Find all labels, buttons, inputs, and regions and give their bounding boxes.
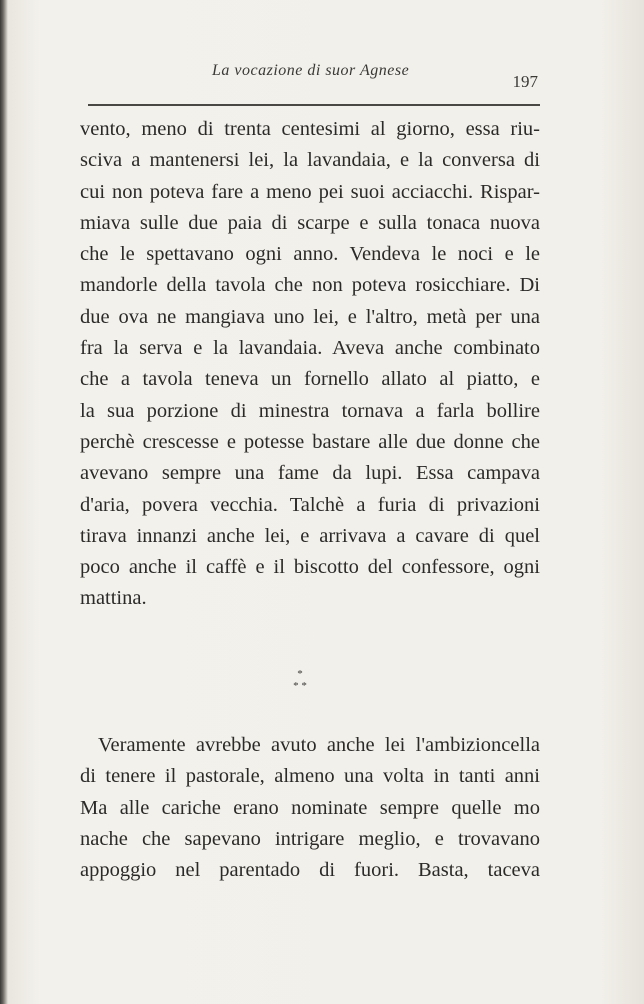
text-line: mattina.	[80, 587, 147, 610]
running-title: La vocazione di suor Agnese	[212, 62, 410, 79]
asterism-top: *	[297, 668, 303, 680]
text-line: miava sulle due paia di scarpe e sulla tonaca nuova	[80, 211, 540, 234]
page-header	[80, 60, 550, 94]
text-line: cui non poteva fare a meno pei suoi acciacchi. Rispar-	[80, 180, 540, 203]
paragraph-1	[80, 114, 540, 615]
text-line: fra la serva e la lavandaia. Aveva anche combinato	[80, 337, 540, 360]
text-line: sciva a mantenersi lei, la lavandaia, e la conversa di	[80, 149, 540, 172]
text-line: perchè crescesse e potesse bastare alle due donne che	[80, 430, 540, 453]
asterism-bottom: * *	[293, 680, 307, 692]
text-line: di tenere il pastorale, almeno una volta in tanti anni	[80, 765, 540, 788]
text-line: tirava innanzi anche lei, e arrivava a cavare di quel	[80, 524, 540, 547]
text-line: nache che sapevano intrigare meglio, e trovavano	[80, 827, 540, 850]
page-number: 197	[512, 72, 538, 91]
section-break-asterism	[260, 668, 340, 692]
text-line: che le spettavano ogni anno. Vendeva le noci e le	[80, 243, 540, 266]
text-line: poco anche il caffè e il biscotto del confessore, ogni	[80, 556, 540, 579]
text-line: d'aria, povera vecchia. Talchè a furia di privazioni	[80, 493, 540, 516]
text-line: Veramente avrebbe avuto anche lei l'ambizioncella	[98, 734, 540, 756]
paragraph-2	[80, 730, 540, 886]
text-line: la sua porzione di minestra tornava a farla bollire	[80, 399, 540, 422]
text-line: che a tavola teneva un fornello allato al piatto, e	[80, 368, 540, 391]
text-line: due ova ne mangiava uno lei, e l'altro, metà per una	[80, 305, 540, 328]
text-line: vento, meno di trenta centesimi al giorno, essa riu-	[80, 118, 540, 140]
text-line: avevano sempre una fame da lupi. Essa campava	[80, 462, 540, 485]
text-line: mandorle della tavola che non poteva rosicchiare. Di	[80, 274, 540, 297]
text-line: Ma alle cariche erano nominate sempre quelle mo	[80, 796, 540, 819]
header-rule	[88, 104, 540, 106]
text-line: appoggio nel parentado di fuori. Basta, taceva	[80, 859, 540, 882]
